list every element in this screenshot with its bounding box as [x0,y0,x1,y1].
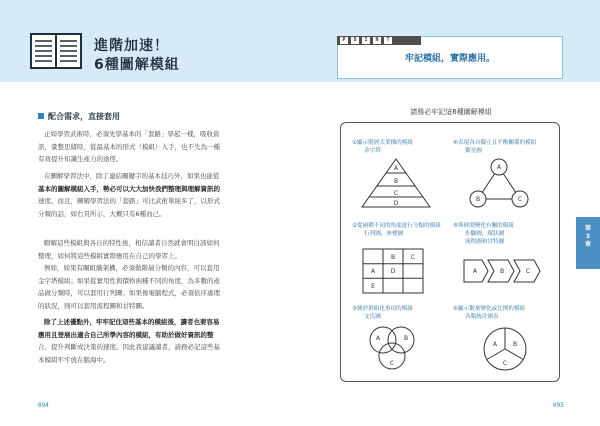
text-line: 基本的圖解模組入手，勢必可以大大加快我們整理與理解資訊的 [38,184,220,193]
satellite-label: A [496,164,502,171]
panel-title: 請務必牢記這6種圖解模組 [410,108,492,116]
page-number-right: 095 [553,402,564,409]
step-diagram [462,258,542,284]
matrix-label: C [410,254,416,261]
cell-title: ⑥顯示數量變化或比例的模組 [453,306,526,312]
text-line: 除了上述優點外，牢牢記住這些基本的模組後，讀者也要容易 [44,318,220,326]
matrix-label: B [390,254,396,261]
text-line: 品做分類時，可以套用行列圖；如果像電腦程式，必須依序處理 [38,289,220,298]
paragraph-2 [38,170,266,220]
point-letter: I [362,37,370,44]
point-letter: T [384,37,392,44]
open-book-icon [30,33,82,69]
text-line: 的狀況，則可以套用流程圖和甘特圖。 [38,301,149,310]
cell-title: ⑤與時間變化有關的模組 [453,223,514,229]
text-line: 分類的話，如右頁所示，大概只有6種而已。 [38,209,166,218]
pyramid-label: B [393,178,399,185]
cell-subtitle: 文氏圖 [364,314,381,320]
chapter-tab [576,217,600,269]
text-line: 在圖解學習法中，除了連結關鍵字的基本技巧外，如果也能從 [44,172,220,180]
cell-subtitle: 衛星圖 [465,148,482,154]
pyramid-diagram [360,157,432,211]
cell-subtitle: 各類統計圖表 [465,314,499,320]
pie-diagram [482,326,528,372]
point-letter: P [340,37,348,44]
cell-title: ①顯示階層式架構的模組 [352,140,413,146]
text-line: 合，提升判斷或決策的速度。因此我建議讀者，請務必記這些基 [38,343,220,352]
step-label: C [525,268,531,275]
paragraph-4 [38,262,266,312]
cell-subtitle: 步驟圖，環狀圖 [465,231,505,237]
chapter-label: 第 3 章 [584,225,591,248]
matrix-label: D [390,268,396,275]
satellite-label: B [475,196,481,203]
cell-title: ③便於群組化事用的模組 [352,306,413,312]
point-letter: O [351,37,359,44]
text-line: 有效提升知識生產力的途徑。 [38,155,123,164]
text-line: 瞭解這些模組與各自的特性後，相信讀者自然就會明白該如何 [44,239,220,247]
pyramid-label: D [393,200,399,207]
cell-subtitle: 金字塔 [364,148,381,154]
point-letter: N [373,37,381,44]
paragraph-3 [38,237,266,262]
page-number-left: 094 [38,402,49,409]
point-text: 牢記模組，實際應用。 [404,54,495,64]
text-line: 正如學習武術時，必須先學基本的「套路」學起一樣，吸收資 [44,130,220,138]
text-line: 本模組牢牢放在腦海中。 [38,355,110,364]
step-label: A [472,268,478,275]
cell-subtitle: 流程圖和甘特圖 [465,239,505,245]
venn-label: C [389,360,395,367]
pyramid-label: C [393,190,399,197]
text-line: 應用且登展出適合自己所學內容的模組，有助於做好資訊的整 [38,330,214,339]
section-heading: 配合需求，直接套用 [48,112,120,121]
text-line: 金字塔模組；如果從實用性與價格兩種不同的角度，為多數的產 [38,276,220,285]
venn-diagram [365,322,419,374]
matrix-label: A [370,268,376,275]
text-line: 整理，如何將這些模組實際應用在自己的學習上。 [38,251,181,260]
cell-title: ④表現各自獨立且平衡關係的模組 [453,140,537,146]
pie-label: C [502,360,508,367]
page-title-line1: 進階加速！ [94,38,169,54]
cell-title: ②從兩種不同的角度進行分類的模組 [352,223,441,229]
pie-label: A [492,341,498,348]
venn-label: B [403,335,409,342]
point-box [337,36,563,79]
pyramid-label: A [393,165,399,172]
text-line: 例如，如果有關組織架構，必須做階層分類的內容，可以套用 [44,264,220,272]
text-line: 訊，彙整思緒時，從最基本的形式（模組）入手，也不失為一種 [38,142,220,151]
matrix-diagram [362,248,424,294]
paragraph-1 [38,128,266,166]
step-label: B [499,268,505,275]
matrix-label: E [371,283,375,290]
satellite-label: C [517,196,523,203]
text-line: 速度。而且，圖解學習法的「套路」可比武術單純多了，以形式 [38,197,220,206]
satellite-diagram [466,157,532,211]
pie-label: B [512,341,518,348]
venn-label: A [375,335,381,342]
cell-subtitle: 行列圖，座標圖 [364,231,404,237]
page-title-line2: 6種圖解模組 [94,57,180,73]
paragraph-5 [38,316,266,366]
point-tag [337,36,421,45]
